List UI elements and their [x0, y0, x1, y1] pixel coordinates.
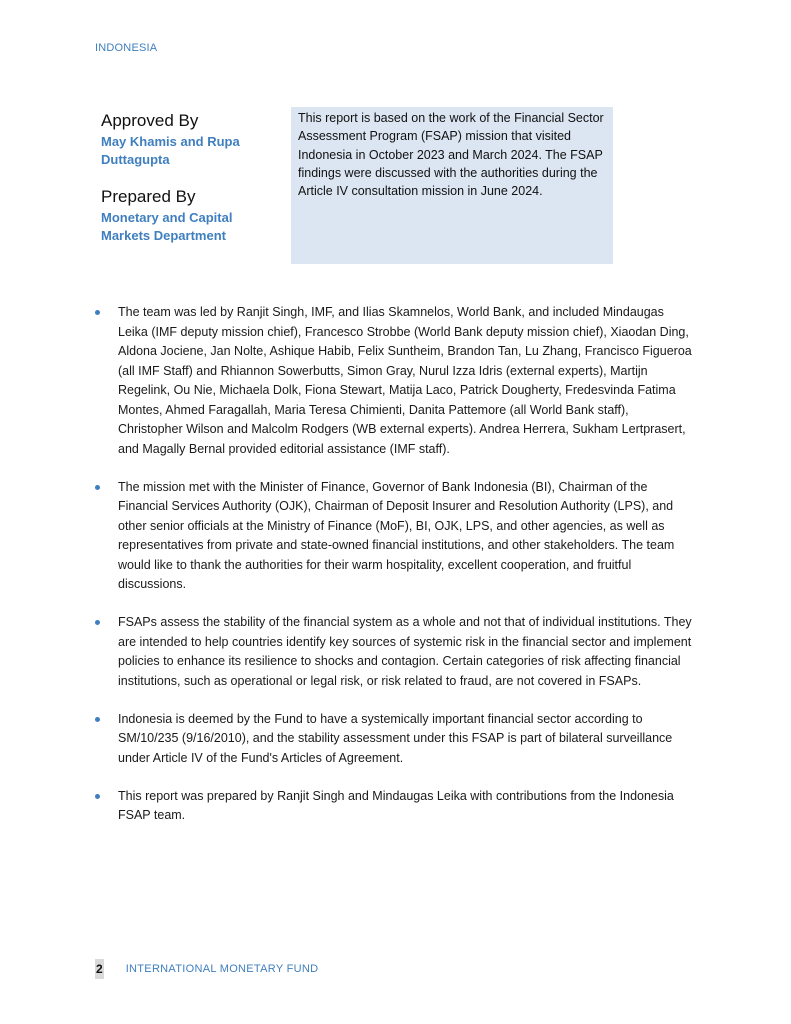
list-item	[95, 613, 695, 691]
page-footer	[95, 958, 318, 980]
bullet-icon	[95, 485, 100, 490]
bullet-icon	[95, 717, 100, 722]
bullet-text: Indonesia is deemed by the Fund to have a systemically important financial sector according to SM/10/235 (9/16/2010), and the stability assessment under this FSAP is part of bilateral surveillance under Article IV of the Fund's Articles of Agreement.	[118, 711, 673, 765]
prepared-by-names: Monetary and Capital Markets Department	[101, 210, 233, 243]
bullet-text: This report was prepared by Ranjit Singh and Mindaugas Leika with contributions from the Indonesia FSAP team.	[118, 788, 674, 822]
bullet-list	[95, 303, 695, 844]
page-number: 2	[95, 959, 104, 979]
bullet-text: The team was led by Ranjit Singh, IMF, and Ilias Skamnelos, World Bank, and included Mindaugas Leika (IMF deputy mission chief), Francesco Strobbe (World Bank deputy mission chief), Xiaodan Ding, Aldona Jociene, Jan Nolte, Ashique Habib, Felix Suntheim, Brandon Tan, Lu Zhang, Francisco Figueroa (all IMF Staff) and Rhiannon Sowerbutts, Simon Gray, Nurul Izza Idris (external experts), Martijn Regelink, Ou Nie, Michaela Dolk, Fiona Stewart, Matija Laco, Patrick Dougherty, Fredesvinda Fatima Montes, Ahmed Faragallah, Maria Teresa Chimienti, Danita Pattemore (all World Bank staff), Christopher Wilson and Malcolm Rodgers (WB external experts). Andrea Herrera, Sukham Lertprasert, and Magally Bernal provided editorial assistance (IMF staff).	[118, 305, 692, 456]
footer-publisher: INTERNATIONAL MONETARY FUND	[125, 963, 319, 975]
running-header: INDONESIA	[95, 42, 158, 54]
bullet-text: The mission met with the Minister of Finance, Governor of Bank Indonesia (BI), Chairman of the Financial Services Authority (OJK), Chairman of Deposit Insurer and Resolution Authority (LPS), and other senior officials at the Ministry of Finance (MoF), BI, OJK, LPS, and other agencies, as well as representatives from private and state-owned financial institutions, and other stakeholders. The team would like to thank the authorities for their warm hospitality, excellent cooperation, and fruitful discussions.	[118, 479, 675, 591]
attribution-column	[101, 110, 281, 245]
prepared-by-title: Prepared By	[101, 187, 196, 206]
approved-by-title: Approved By	[101, 111, 199, 130]
approved-by-names: May Khamis and Rupa Duttagupta	[101, 134, 240, 167]
bullet-icon	[95, 310, 100, 315]
list-item	[95, 710, 695, 769]
bullet-text: FSAPs assess the stability of the financial system as a whole and not that of individual institutions. They are intended to help countries identify key sources of systemic risk in the financial sector and implement policies to enhance its resilience to shocks and contagion. Certain categories of risk affecting financial institutions, such as operational or legal risk, or risk related to fraud, are not covered in FSAPs.	[118, 615, 692, 688]
bullet-icon	[95, 794, 100, 799]
list-item	[95, 303, 695, 459]
report-basis-note: This report is based on the work of the Financial Sector Assessment Program (FSAP) mission that visited Indonesia in October 2023 and March 2024. The FSAP findings were discussed with the authorities during the Article IV consultation mission in June 2024.	[291, 107, 613, 264]
list-item	[95, 478, 695, 595]
list-item	[95, 787, 695, 826]
bullet-icon	[95, 620, 100, 625]
